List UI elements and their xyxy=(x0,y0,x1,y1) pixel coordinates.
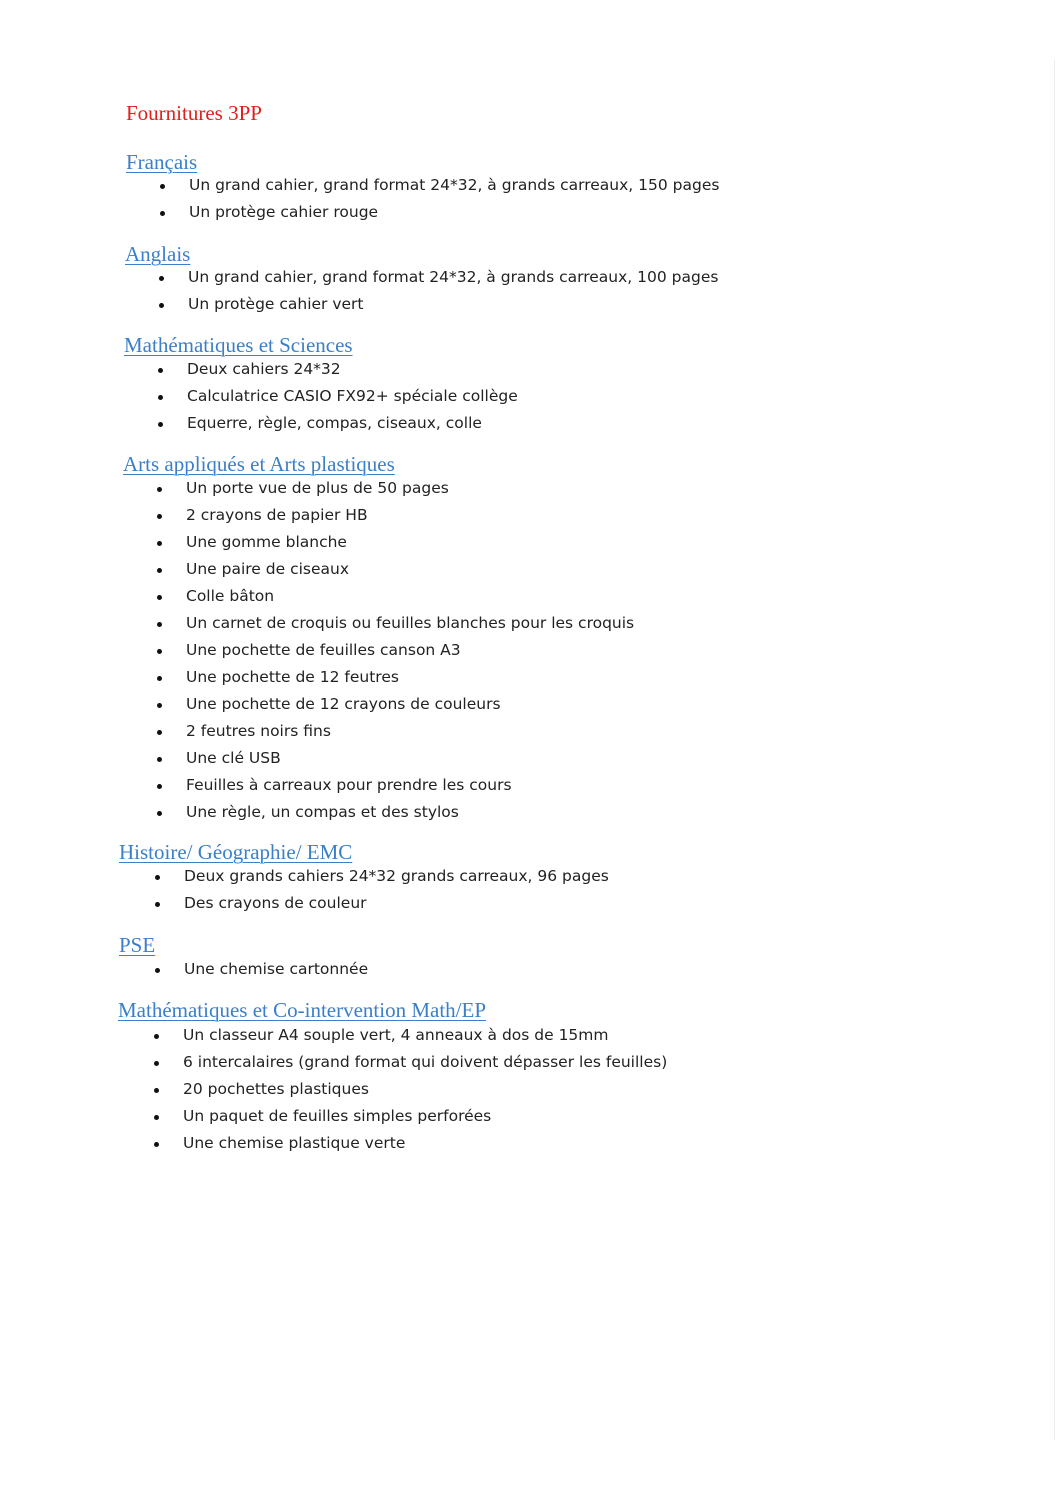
bullet-icon xyxy=(159,276,164,281)
section-heading: Anglais xyxy=(125,242,191,266)
bullet-icon xyxy=(157,784,162,789)
section-heading: Histoire/ Géographie/ EMC xyxy=(119,840,353,864)
bullet-icon xyxy=(157,811,162,816)
section-heading: Français xyxy=(126,150,198,174)
bullet-icon xyxy=(158,422,163,427)
bullet-icon xyxy=(159,303,164,308)
bullet-icon xyxy=(158,395,163,400)
bullet-icon xyxy=(157,757,162,762)
bullet-icon xyxy=(160,211,165,216)
bullet-icon xyxy=(157,541,162,546)
bullet-icon xyxy=(154,1061,159,1066)
bullet-icon xyxy=(154,1088,159,1093)
bullet-icon xyxy=(157,649,162,654)
bullet-icon xyxy=(160,184,165,189)
document-title: Fournitures 3PP xyxy=(126,101,262,125)
bullet-icon xyxy=(157,487,162,492)
bullet-icon xyxy=(154,1142,159,1147)
document-page: Fournitures 3PP Français Un grand cahier, grand format 24*32, à grands carreaux, 150 pages Un protège cahier rouge Anglais Un grand cahier, grand format 24*32, à grands carreaux, 100 pages Un protège cahier vert Mathématiques et Sciences Deux cahiers 24*32 Calculatrice CASIO FX92+ spéciale collège Equerre, règle, compas, ciseaux, colle Arts appliqués et Arts plastiques Un porte vue de plus de 50 pages 2 crayons de papier HB Une gomme blanche Une paire de ciseaux Colle bâton Un carnet de croquis ou feuilles blanches pour les croquis Une pochette de feuilles canson A3 Une pochette de 12 feutres Une pochette de 12 crayons de couleurs 2 feutres noirs fins Une clé USB Feuilles à carreaux pour prendre les cours Une règle, un compas et des stylos Histoire/ Géographie/ EMC Deux grands cahiers 24*32 grands carreaux, 96 pages Des crayons de couleur PSE Une chemise cartonnée Mathématiques et Co-intervention Math/EP Un classeur A4 souple vert, 4 anneaux à dos de 15mm 6 intercalaires (grand format qui doivent dépasser les feuilles) 20 pochettes plastiques Un paquet de feuilles simples perforées Une chemise plastique verte xyxy=(0,0,1058,1497)
bullet-icon xyxy=(157,622,162,627)
section-heading: Arts appliqués et Arts plastiques xyxy=(123,452,395,476)
page-edge-line xyxy=(1054,60,1055,1440)
bullet-icon xyxy=(157,703,162,708)
bullet-icon xyxy=(157,676,162,681)
bullet-icon xyxy=(157,595,162,600)
bullet-icon xyxy=(157,730,162,735)
bullet-icon xyxy=(158,368,163,373)
section-heading: PSE xyxy=(119,933,156,957)
bullet-icon xyxy=(155,902,160,907)
bullet-icon xyxy=(154,1034,159,1039)
bullet-icon xyxy=(157,568,162,573)
bullet-icon xyxy=(155,875,160,880)
bullet-icon xyxy=(154,1115,159,1120)
section-heading: Mathématiques et Co-intervention Math/EP xyxy=(118,998,487,1022)
bullet-icon xyxy=(155,968,160,973)
bullet-icon xyxy=(157,514,162,519)
section-heading: Mathématiques et Sciences xyxy=(124,333,353,357)
